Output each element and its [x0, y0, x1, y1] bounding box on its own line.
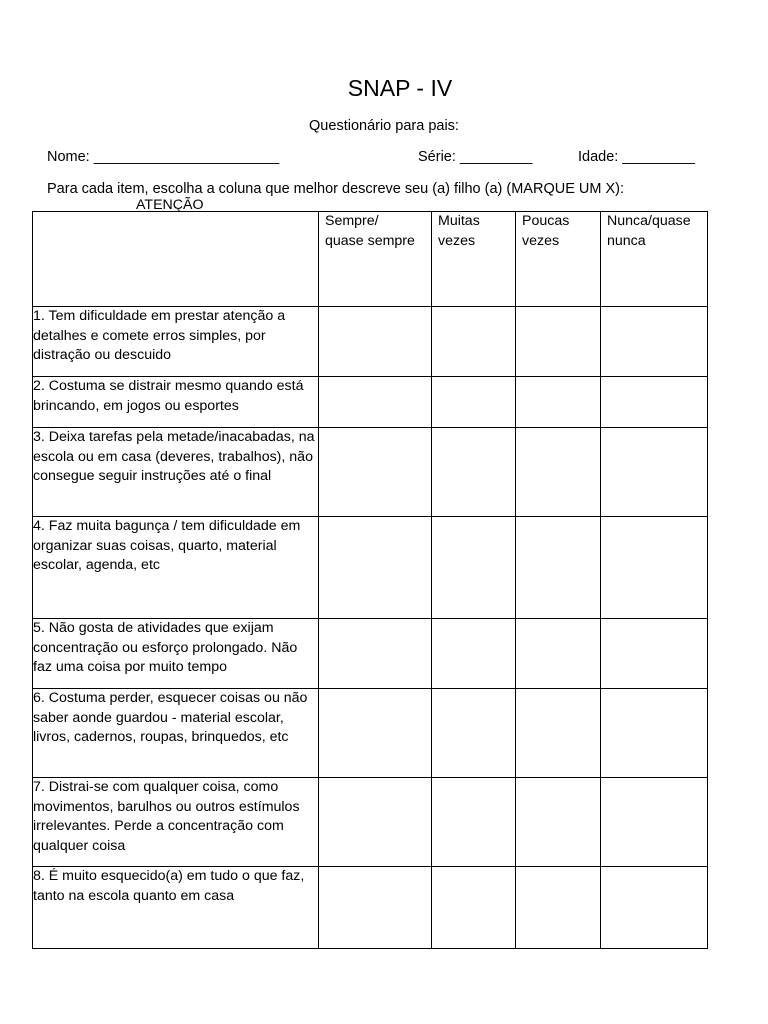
question-cell: 7. Distrai-se com qualquer coisa, como movimentos, barulhos ou outros estímulos irrelevantes. Perde a concentração com qualquer coisa: [33, 778, 319, 867]
question-cell: 3. Deixa tarefas pela metade/inacabadas, na escola ou em casa (deveres, trabalhos), não consegue seguir instruções até o final: [33, 428, 319, 517]
page-subtitle: Questionário para pais:: [309, 118, 459, 134]
table-header-row: [33, 212, 708, 307]
answer-cell-never[interactable]: [601, 517, 708, 619]
idade-field[interactable]: Idade: _________: [578, 149, 695, 165]
answer-cell-always[interactable]: [319, 377, 432, 428]
column-header-sometimes: Poucas vezes: [516, 212, 601, 307]
question-cell: 6. Costuma perder, esquecer coisas ou não saber aonde guardou - material escolar, livros, cadernos, roupas, brinquedos, etc: [33, 689, 319, 778]
table-row: [33, 689, 708, 778]
column-header-always: Sempre/ quase sempre: [319, 212, 432, 307]
section-header: [33, 197, 319, 307]
serie-field[interactable]: Série: _________: [418, 149, 533, 165]
table-row: [33, 377, 708, 428]
answer-cell-often[interactable]: [432, 428, 516, 517]
table-row: [33, 867, 708, 949]
answer-cell-sometimes[interactable]: [516, 619, 601, 689]
question-cell: 1. Tem dificuldade em prestar atenção a detalhes e comete erros simples, por distração ou descuido: [33, 307, 319, 377]
answer-cell-often[interactable]: [432, 517, 516, 619]
table-row: [33, 428, 708, 517]
answer-cell-never[interactable]: [601, 307, 708, 377]
section-label: ATENÇÃO: [136, 197, 204, 213]
answer-cell-sometimes[interactable]: [516, 428, 601, 517]
answer-cell-sometimes[interactable]: [516, 867, 601, 949]
name-field[interactable]: Nome: _______________________: [47, 149, 280, 165]
table-row: [33, 307, 708, 377]
answer-cell-never[interactable]: [601, 689, 708, 778]
answer-cell-often[interactable]: [432, 778, 516, 867]
answer-cell-always[interactable]: [319, 689, 432, 778]
column-header-never: Nunca/quase nunca: [601, 212, 708, 307]
answer-cell-always[interactable]: [319, 778, 432, 867]
answer-cell-often[interactable]: [432, 377, 516, 428]
question-cell: 5. Não gosta de atividades que exijam concentração ou esforço prolongado. Não faz uma coisa por muito tempo: [33, 619, 319, 689]
page-title: SNAP - IV: [347, 75, 453, 101]
answer-cell-often[interactable]: [432, 619, 516, 689]
instructions-text: Para cada item, escolha a coluna que melhor descreve seu (a) filho (a) (MARQUE UM X):: [47, 181, 625, 197]
answer-cell-sometimes[interactable]: [516, 689, 601, 778]
answer-cell-sometimes[interactable]: [516, 517, 601, 619]
question-cell: 2. Costuma se distrair mesmo quando está brincando, em jogos ou esportes: [33, 377, 319, 428]
answer-cell-always[interactable]: [319, 619, 432, 689]
answer-cell-never[interactable]: [601, 428, 708, 517]
answer-cell-often[interactable]: [432, 307, 516, 377]
answer-cell-sometimes[interactable]: [516, 778, 601, 867]
question-cell: 8. É muito esquecido(a) em tudo o que faz, tanto na escola quanto em casa: [33, 867, 319, 949]
questionnaire-table: [32, 197, 708, 949]
answer-cell-sometimes[interactable]: [516, 307, 601, 377]
answer-cell-never[interactable]: [601, 778, 708, 867]
table-row: [33, 517, 708, 619]
table-row: [33, 778, 708, 867]
answer-cell-always[interactable]: [319, 867, 432, 949]
answer-cell-sometimes[interactable]: [516, 377, 601, 428]
answer-cell-often[interactable]: [432, 689, 516, 778]
answer-cell-never[interactable]: [601, 377, 708, 428]
answer-cell-often[interactable]: [432, 867, 516, 949]
answer-cell-always[interactable]: [319, 307, 432, 377]
answer-cell-always[interactable]: [319, 517, 432, 619]
answer-cell-never[interactable]: [601, 619, 708, 689]
answer-cell-never[interactable]: [601, 867, 708, 949]
column-header-often: Muitas vezes: [432, 212, 516, 307]
question-cell: 4. Faz muita bagunça / tem dificuldade em organizar suas coisas, quarto, material escolar, agenda, etc: [33, 517, 319, 619]
table-row: [33, 619, 708, 689]
answer-cell-always[interactable]: [319, 428, 432, 517]
